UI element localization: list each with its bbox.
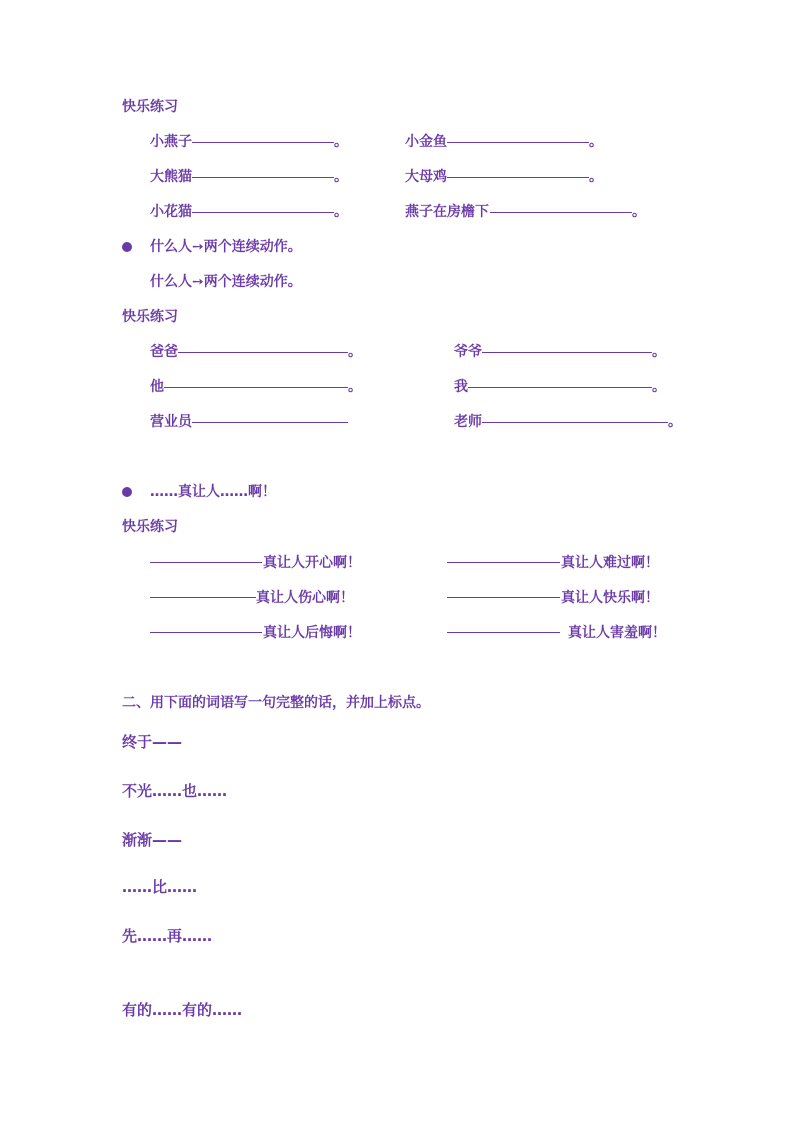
fill-item-label: 我	[454, 379, 468, 395]
word-prompt: 先……再……	[122, 927, 213, 945]
word-prompt: 不光……也……	[122, 782, 228, 800]
word-prompt: 终于——	[122, 733, 183, 751]
answer-line[interactable]	[150, 562, 262, 563]
fill-item-label: 营业员	[150, 414, 192, 430]
exclaim-sentence: 真让人后悔啊！	[263, 625, 361, 641]
section-heading: 快乐练习	[122, 519, 178, 535]
fill-item-end: 。	[632, 204, 646, 220]
fill-item-end: 。	[589, 134, 603, 150]
fill-item-label: 爷爷	[454, 344, 482, 360]
word-prompt: 渐渐——	[122, 831, 183, 849]
fill-item-end: 。	[334, 169, 348, 185]
section-heading: 快乐练习	[122, 99, 178, 115]
bullet-dot	[122, 242, 132, 252]
section-heading: 快乐练习	[122, 309, 178, 325]
answer-line[interactable]	[150, 597, 256, 598]
fill-item-label: 燕子在房檐下	[405, 204, 489, 220]
fill-item-end: 。	[652, 344, 666, 360]
answer-line[interactable]	[178, 352, 348, 353]
exclaim-sentence: 真让人难过啊！	[561, 555, 659, 571]
exclaim-sentence: 真让人快乐啊！	[561, 590, 659, 606]
fill-item-end: 。	[589, 169, 603, 185]
fill-item-label: 老师	[454, 414, 482, 430]
part-title: 二、用下面的词语写一句完整的话，并加上标点。	[122, 695, 430, 711]
answer-line[interactable]	[447, 142, 589, 143]
pattern-text: ……真让人……啊！	[150, 484, 276, 500]
answer-line[interactable]	[150, 632, 262, 633]
answer-line[interactable]	[490, 212, 632, 213]
answer-line[interactable]	[192, 212, 334, 213]
fill-item-end: 。	[334, 134, 348, 150]
answer-line[interactable]	[447, 177, 589, 178]
fill-item-label: 爸爸	[150, 344, 178, 360]
pattern-example: 什么人➙两个连续动作。	[150, 274, 302, 290]
answer-line[interactable]	[192, 422, 348, 423]
fill-item-label: 大熊猫	[150, 169, 192, 185]
answer-line[interactable]	[447, 597, 560, 598]
fill-item-label: 小燕子	[150, 134, 192, 150]
fill-item-end: 。	[668, 414, 682, 430]
answer-line[interactable]	[447, 562, 560, 563]
word-prompt: 有的……有的……	[122, 1001, 243, 1019]
answer-line[interactable]	[482, 352, 652, 353]
answer-line[interactable]	[192, 142, 334, 143]
bullet-dot	[122, 487, 132, 497]
answer-line[interactable]	[192, 177, 334, 178]
answer-line[interactable]	[482, 422, 668, 423]
answer-line[interactable]	[447, 632, 560, 633]
exclaim-sentence: 真让人害羞啊！	[568, 625, 666, 641]
pattern-text: 什么人➙两个连续动作。	[150, 239, 302, 255]
fill-item-label: 他	[150, 379, 164, 395]
fill-item-end: 。	[348, 344, 362, 360]
exclaim-sentence: 真让人开心啊！	[263, 555, 361, 571]
answer-line[interactable]	[468, 387, 652, 388]
fill-item-end: 。	[334, 204, 348, 220]
fill-item-label: 大母鸡	[405, 169, 447, 185]
fill-item-end: 。	[652, 379, 666, 395]
word-prompt: ……比……	[122, 878, 198, 896]
answer-line[interactable]	[164, 387, 348, 388]
exclaim-sentence: 真让人伤心啊！	[256, 590, 354, 606]
fill-item-label: 小花猫	[150, 204, 192, 220]
fill-item-end: 。	[348, 379, 362, 395]
fill-item-label: 小金鱼	[405, 134, 447, 150]
